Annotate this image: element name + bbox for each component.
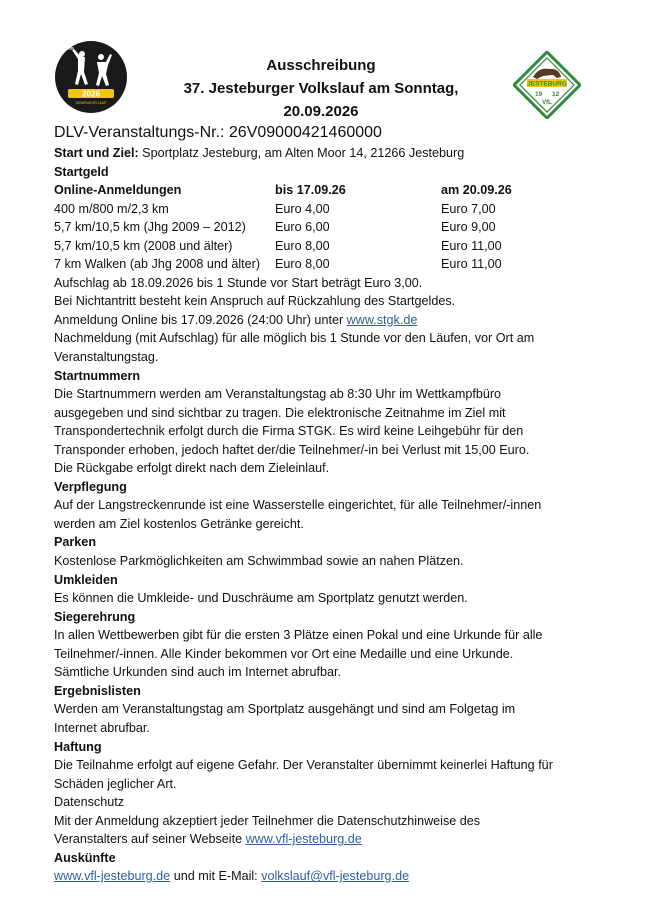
fee-table-row: [54, 255, 614, 274]
logo-mark: ≫: [68, 46, 75, 52]
start-ziel-text: Sportplatz Jesteburg, am Alten Moor 14, 21266 Jesteburg: [138, 146, 465, 160]
fee-header-late: am 20.09.26: [441, 183, 512, 198]
title-line-1: Ausschreibung: [266, 57, 376, 74]
online-registration-line: [54, 311, 614, 330]
logo-jesteburg-text: JESTEBURG: [527, 80, 567, 88]
paragraph-line: werden am Ziel kostenlos Getränke gereicht.: [54, 516, 304, 531]
title-line-3: 20.09.2026: [283, 103, 359, 120]
stgk-link[interactable]: www.stgk.de: [346, 312, 418, 327]
fee-table-row: [54, 237, 614, 256]
paragraph-line: Die Rückgabe erfolgt direkt nach dem Zieleinlauf.: [54, 461, 330, 476]
paragraph-line: In allen Wettbewerben gibt für die ersten 3 Plätze einen Pokal und eine Urkunde für alle: [54, 628, 543, 643]
auskuenfte-heading: Auskünfte: [54, 850, 116, 865]
nichtantritt-text: Bei Nichtantritt besteht kein Anspruch auf Rückzahlung des Startgeldes.: [54, 294, 456, 309]
paragraph-line: Die Teilnahme erfolgt auf eigene Gefahr. Der Veranstalter übernimmt keinerlei Haftung für: [54, 758, 553, 773]
paragraph-line: Die Startnummern werden am Veranstaltungstag ab 8:30 Uhr im Wettkampfbüro: [54, 387, 502, 402]
ergebnislisten-heading: Ergebnislisten: [54, 683, 141, 698]
paragraph-line: Internet abrufbar.: [54, 720, 150, 735]
fee-early: Euro 6,00: [275, 220, 330, 235]
startgeld-heading: Startgeld: [54, 164, 109, 179]
fee-table-header: [54, 181, 614, 200]
fee-early: Euro 8,00: [275, 257, 330, 272]
dlv-number: DLV-Veranstaltungs-Nr.: 26V09000421460000: [54, 124, 382, 141]
paragraph-line: Mit der Anmeldung akzeptiert jeder Teilnehmer die Datenschutzhinweise des: [54, 813, 481, 828]
paragraph-line: Transpondertechnik erfolgt durch die Firma STGK. Es wird keine Leihgebühr für den: [54, 424, 524, 439]
datenschutz-heading: Datenschutz: [54, 795, 125, 810]
paragraph-line: Kostenlose Parkmöglichkeiten am Schwimmbad sowie an nahen Plätzen.: [54, 554, 464, 569]
title-line-2: 37. Jesteburger Volkslauf am Sonntag,: [183, 80, 459, 97]
vfl-jesteburg-logo-icon: [513, 51, 581, 119]
logo-year-left: 19: [535, 91, 543, 98]
fee-table-row: [54, 218, 614, 237]
verpflegung-heading: Verpflegung: [54, 479, 127, 494]
fee-early: Euro 8,00: [275, 238, 330, 253]
startnummern-heading: Startnummern: [54, 368, 141, 383]
fee-late: Euro 9,00: [441, 220, 496, 235]
paragraph-line: Auf der Langstreckenrunde ist eine Wasserstelle eingerichtet, für alle Teilnehmer/-innen: [54, 498, 542, 513]
datenschutz-link-line: [54, 830, 614, 849]
paragraph-line: Werden am Veranstaltungstag am Sportplatz ausgehängt und sind am Folgetag im: [54, 702, 516, 717]
online-registration-text: Anmeldung Online bis 17.09.2026 (24:00 Uhr) unter: [54, 312, 347, 327]
vfl-website-link[interactable]: www.vfl-jesteburg.de: [54, 869, 171, 884]
fee-category: 5,7 km/10,5 km (Jhg 2009 – 2012): [54, 220, 246, 235]
fee-late: Euro 11,00: [441, 238, 502, 253]
nachmeldung-line-1: Nachmeldung (mit Aufschlag) für alle möglich bis 1 Stunde vor den Läufen, vor Ort am: [54, 331, 535, 346]
umkleiden-heading: Umkleiden: [54, 572, 118, 587]
logo-subtext: GENERATOR LAUF: [75, 101, 107, 105]
fee-header-early: bis 17.09.26: [275, 183, 346, 198]
fee-header-category: Online-Anmeldungen: [54, 183, 182, 198]
nachmeldung-line-2: Veranstaltungstag.: [54, 350, 159, 365]
haftung-heading: Haftung: [54, 739, 102, 754]
document-title: [140, 54, 502, 123]
email-link[interactable]: volkslauf@vfl-jesteburg.de: [261, 869, 410, 884]
logo-vfl-text: VfL: [542, 100, 552, 106]
document-body: [54, 144, 614, 886]
fee-category: 7 km Walken (ab Jhg 2008 und älter): [54, 257, 261, 272]
start-ziel-line: [54, 144, 614, 163]
logo-year: 2026: [82, 89, 100, 99]
paragraph-line: Sämtliche Urkunden sind auch im Internet abrufbar.: [54, 665, 342, 680]
parken-heading: Parken: [54, 535, 97, 550]
auskuenfte-text: und mit E-Mail:: [170, 869, 262, 884]
aufschlag-text: Aufschlag ab 18.09.2026 bis 1 Stunde vor Start beträgt Euro 3,00.: [54, 275, 423, 290]
paragraph-line: Teilnehmer/-innen. Alle Kinder bekommen vor Ort eine Medaille und eine Urkunde.: [54, 646, 514, 661]
auskuenfte-line: [54, 867, 614, 886]
siegerehrung-heading: Siegerehrung: [54, 609, 136, 624]
paragraph-line: ausgegeben und sind sichtbar zu tragen. Die elektronische Zeitnahme im Ziel mit: [54, 405, 506, 420]
fee-category: 400 m/800 m/2,3 km: [54, 201, 169, 216]
datenschutz-text: Veranstalters auf seiner Webseite: [54, 832, 246, 847]
start-ziel-label: Start und Ziel:: [54, 146, 139, 160]
fee-late: Euro 11,00: [441, 257, 502, 272]
paragraph-line: Transponder erhoben, jedoch haftet der/die Teilnehmer/-in bei Verlust mit 15,00 Euro.: [54, 442, 530, 457]
generator-lauf-logo-icon: [54, 40, 128, 114]
paragraph-line: Schäden jeglicher Art.: [54, 776, 177, 791]
fee-late: Euro 7,00: [441, 201, 496, 216]
vfl-website-link[interactable]: www.vfl-jesteburg.de: [245, 832, 362, 847]
logo-year-right: 12: [552, 91, 560, 98]
paragraph-line: Es können die Umkleide- und Duschräume am Sportplatz genutzt werden.: [54, 591, 468, 606]
fee-table-row: [54, 200, 614, 219]
fee-category: 5,7 km/10,5 km (2008 und älter): [54, 238, 233, 253]
fee-early: Euro 4,00: [275, 201, 330, 216]
